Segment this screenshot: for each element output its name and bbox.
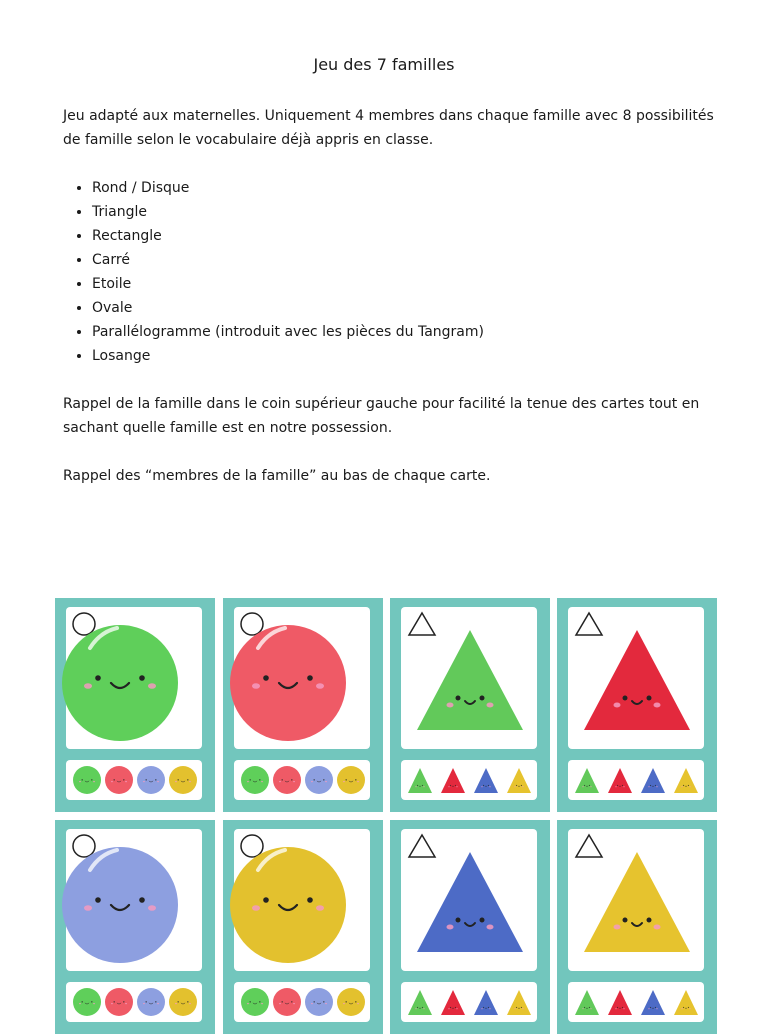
member-triangle-icon xyxy=(507,990,531,1015)
list-item: • Etoile xyxy=(92,272,484,296)
intro-paragraph: Jeu adapté aux maternelles. Uniquement 4 membres dans chaque famille avec 8 possibilités de famille selon le vocabulaire déjà appris en classe. xyxy=(63,108,714,148)
member-triangle-icon xyxy=(474,990,498,1015)
member-circle-icon xyxy=(305,766,333,794)
member-circle-icon xyxy=(137,988,165,1016)
list-item: • Rectangle xyxy=(92,224,484,248)
triangle-family-icon xyxy=(576,613,602,635)
member-triangle-icon xyxy=(507,768,531,793)
member-circle-icon xyxy=(105,766,133,794)
member-circle-icon xyxy=(137,766,165,794)
circle-family-icon xyxy=(73,613,95,635)
page-title: Jeu des 7 familles xyxy=(313,55,455,74)
family-card xyxy=(223,820,383,1034)
circle-character xyxy=(62,625,178,741)
circle-character xyxy=(230,625,346,741)
triangle-character xyxy=(417,852,523,952)
member-circle-icon xyxy=(169,766,197,794)
member-triangle-icon xyxy=(408,768,432,793)
circle-family-icon xyxy=(241,835,263,857)
members-reminder-paragraph: Rappel des “membres de la famille” au bas de chaque carte. xyxy=(63,468,491,484)
member-triangle-icon xyxy=(641,990,665,1015)
member-triangle-icon xyxy=(575,990,599,1015)
list-item: • Ovale xyxy=(92,296,484,320)
member-circle-icon xyxy=(73,988,101,1016)
circle-character xyxy=(62,847,178,963)
circle-family-icon xyxy=(73,835,95,857)
member-circle-icon xyxy=(337,988,365,1016)
triangle-family-icon xyxy=(409,835,435,857)
member-triangle-icon xyxy=(608,990,632,1015)
member-circle-icon xyxy=(241,766,269,794)
member-triangle-icon xyxy=(575,768,599,793)
triangle-family-icon xyxy=(576,835,602,857)
member-circle-icon xyxy=(169,988,197,1016)
member-circle-icon xyxy=(73,766,101,794)
triangle-character xyxy=(584,630,690,730)
list-item: • Carré xyxy=(92,248,484,272)
member-circle-icon xyxy=(337,766,365,794)
triangle-family-icon xyxy=(409,613,435,635)
triangle-character xyxy=(584,852,690,952)
family-card xyxy=(390,820,550,1034)
member-circle-icon xyxy=(273,988,301,1016)
member-triangle-icon xyxy=(441,768,465,793)
list-item: • Losange xyxy=(92,344,484,368)
member-circle-icon xyxy=(305,988,333,1016)
member-triangle-icon xyxy=(408,990,432,1015)
family-card xyxy=(557,598,717,812)
member-circle-icon xyxy=(273,766,301,794)
member-triangle-icon xyxy=(608,768,632,793)
circle-character xyxy=(230,847,346,963)
member-triangle-icon xyxy=(474,768,498,793)
family-list xyxy=(63,176,484,368)
family-card xyxy=(557,820,717,1034)
family-card xyxy=(390,598,550,812)
member-circle-icon xyxy=(105,988,133,1016)
family-card xyxy=(55,598,215,812)
member-triangle-icon xyxy=(674,990,698,1015)
triangle-character xyxy=(417,630,523,730)
member-triangle-icon xyxy=(441,990,465,1015)
list-item: • Rond / Disque xyxy=(92,176,484,200)
corner-reminder-paragraph: Rappel de la famille dans le coin supérieur gauche pour facilité la tenue des cartes tout en sachant quelle famille est en notre possession. xyxy=(63,396,700,436)
circle-family-icon xyxy=(241,613,263,635)
family-card xyxy=(55,820,215,1034)
family-card xyxy=(223,598,383,812)
list-item: • Triangle xyxy=(92,200,484,224)
member-circle-icon xyxy=(241,988,269,1016)
member-triangle-icon xyxy=(641,768,665,793)
member-triangle-icon xyxy=(674,768,698,793)
list-item: • Parallélogramme (introduit avec les pièces du Tangram) xyxy=(92,320,484,344)
